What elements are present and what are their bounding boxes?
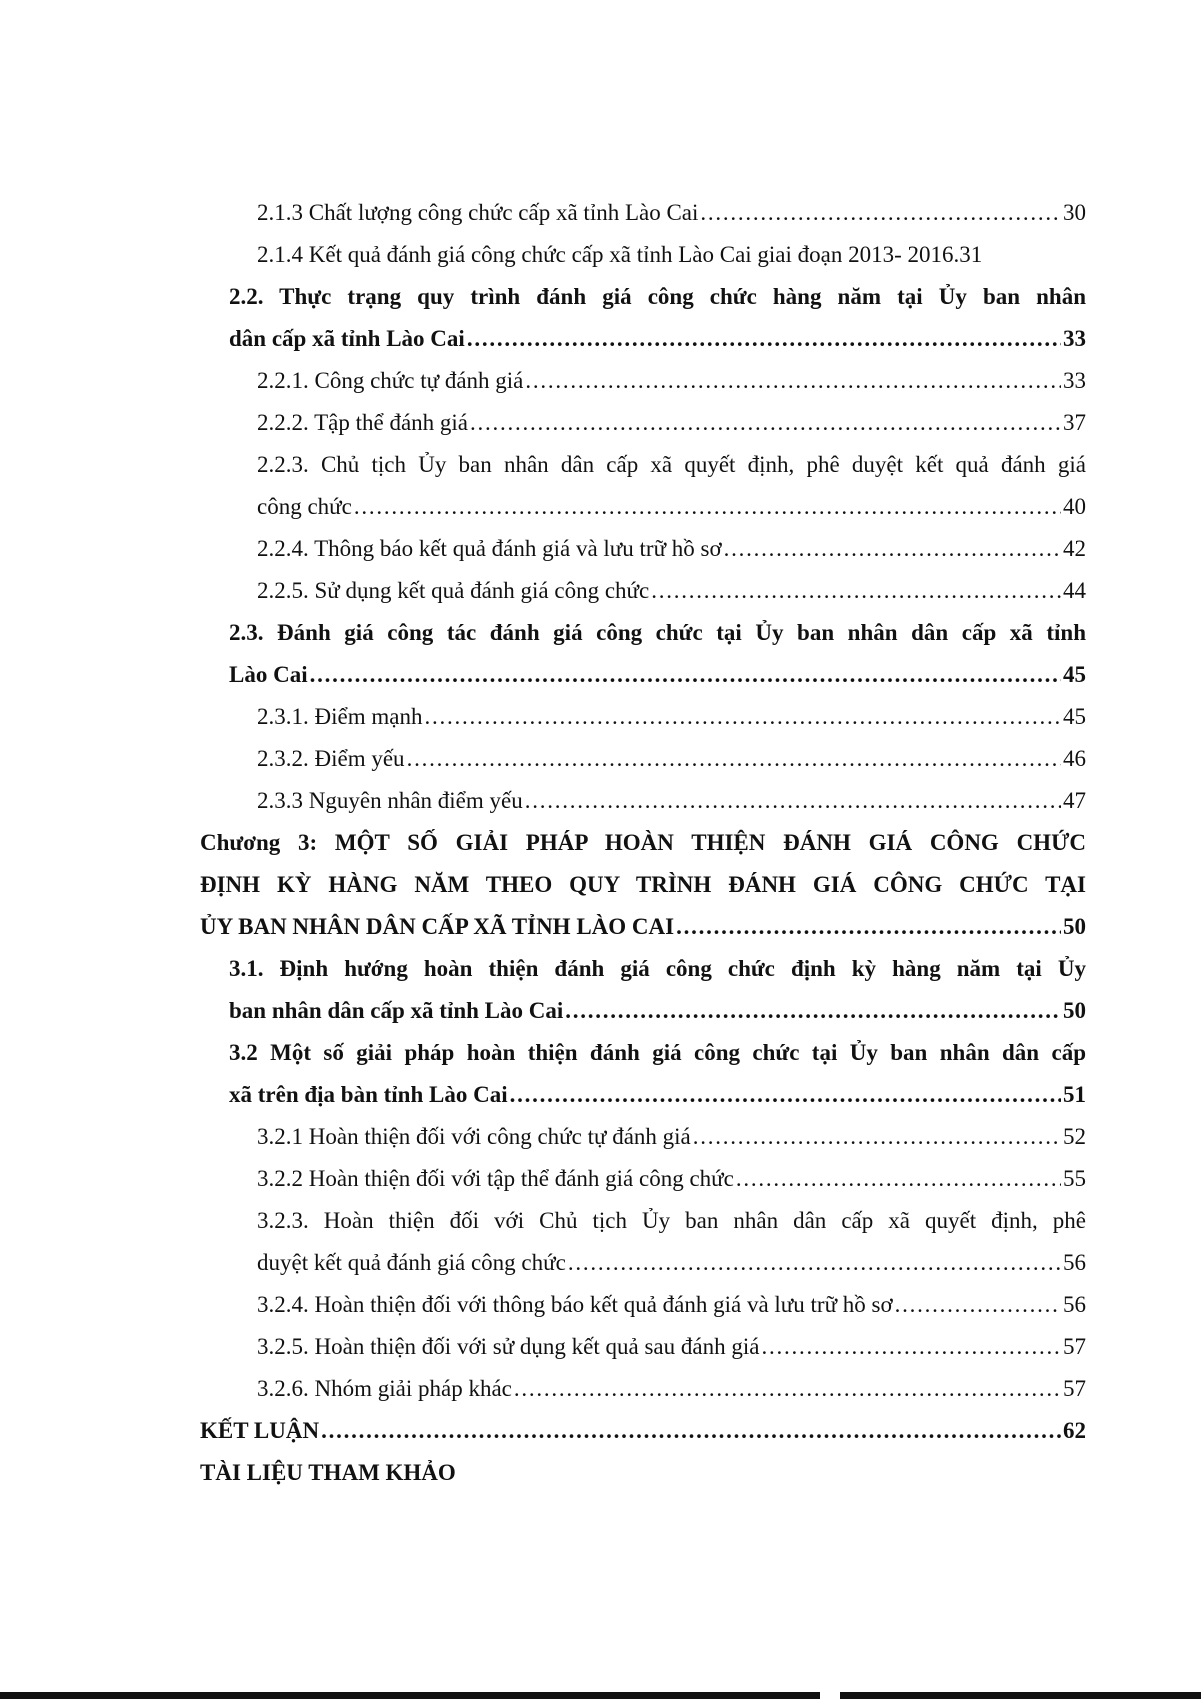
toc-page-number: 40	[1063, 494, 1086, 519]
toc-entry-line: ĐỊNH KỲ HÀNG NĂM THEO QUY TRÌNH ĐÁNH GIÁ CÔNG CHỨC TẠI	[200, 872, 1086, 897]
toc-page-number: 56	[1063, 1292, 1086, 1317]
toc-page-number: 52	[1063, 1124, 1086, 1149]
toc-page-number: 46	[1063, 746, 1086, 771]
toc-entry-title: TÀI LIỆU THAM KHẢO	[200, 1460, 456, 1485]
toc-entry-title: 2.2.4. Thông báo kết quả đánh giá và lưu trữ hồ sơ	[257, 536, 722, 561]
toc-entry-title: 2.2.1. Công chức tự đánh giá	[257, 368, 524, 393]
toc-page-number: 50	[1063, 998, 1086, 1023]
toc-entry-title: 2.1.4 Kết quả đánh giá công chức cấp xã tỉnh Lào Cai giai đoạn 2013- 2016	[257, 242, 954, 267]
toc-entry-line: 2.3. Đánh giá công tác đánh giá công chức tại Ủy ban nhân dân cấp xã tỉnh	[229, 620, 1086, 645]
toc-entry-title: 2.2.2. Tập thể đánh giá	[257, 410, 468, 435]
toc-entry[interactable]	[200, 1326, 1086, 1368]
toc-entry-title: 2.3.3 Nguyên nhân điểm yếu	[257, 788, 523, 813]
toc-page-number: 56	[1063, 1250, 1086, 1275]
toc-entry-title: duyệt kết quả đánh giá công chức	[257, 1250, 566, 1275]
toc-entry-line: Chương 3: MỘT SỐ GIẢI PHÁP HOÀN THIỆN ĐÁNH GIÁ CÔNG CHỨC	[200, 830, 1086, 855]
dot-leader	[354, 486, 1061, 528]
toc-page-number: 55	[1063, 1166, 1086, 1191]
toc-entry[interactable]	[200, 528, 1086, 570]
dot-leader	[470, 402, 1061, 444]
toc-entry-line: 3.2 Một số giải pháp hoàn thiện đánh giá công chức tại Ủy ban nhân dân cấp	[229, 1040, 1086, 1065]
toc-entry[interactable]	[200, 402, 1086, 444]
dot-leader	[651, 570, 1061, 612]
dot-leader	[321, 1410, 1061, 1452]
toc-entry[interactable]	[200, 948, 1086, 1032]
toc-page-number: 62	[1063, 1418, 1086, 1443]
dot-leader	[310, 654, 1061, 696]
toc-entry-title: 3.2.6. Nhóm giải pháp khác	[257, 1376, 512, 1401]
toc-entry[interactable]	[200, 1116, 1086, 1158]
table-of-contents	[200, 192, 1086, 1494]
toc-page-number: 57	[1063, 1376, 1086, 1401]
toc-entry[interactable]	[200, 1410, 1086, 1452]
dot-leader	[724, 528, 1061, 570]
toc-page-number: 57	[1063, 1334, 1086, 1359]
toc-entry[interactable]	[200, 1368, 1086, 1410]
dot-leader	[761, 1326, 1061, 1368]
toc-page-number: 50	[1063, 914, 1086, 939]
dot-leader	[736, 1158, 1061, 1200]
toc-entry[interactable]	[200, 276, 1086, 360]
toc-entry-line: 3.1. Định hướng hoàn thiện đánh giá công chức định kỳ hàng năm tại Ủy	[229, 956, 1086, 981]
toc-entry-title: Lào Cai	[229, 662, 308, 687]
toc-page-number: 33	[1063, 368, 1086, 393]
toc-entry[interactable]	[200, 1200, 1086, 1284]
dot-leader	[525, 360, 1061, 402]
toc-entry-title: 2.3.1. Điểm mạnh	[257, 704, 423, 729]
page-bottom-rule	[0, 1692, 1201, 1699]
toc-page-number: 45	[1063, 662, 1086, 687]
toc-page-number: 30	[1063, 200, 1086, 225]
toc-entry-title: 2.3.2. Điểm yếu	[257, 746, 405, 771]
dot-leader	[424, 696, 1061, 738]
toc-entry[interactable]	[200, 360, 1086, 402]
toc-entry-line: 2.2.3. Chủ tịch Ủy ban nhân dân cấp xã quyết định, phê duyệt kết quả đánh giá	[257, 452, 1086, 477]
toc-entry[interactable]	[200, 570, 1086, 612]
toc-page-number: 47	[1063, 788, 1086, 813]
dot-leader	[895, 1284, 1061, 1326]
toc-entry-title: dân cấp xã tỉnh Lào Cai	[229, 326, 465, 351]
toc-entry-title: 3.2.1 Hoàn thiện đối với công chức tự đánh giá	[257, 1124, 691, 1149]
toc-entry[interactable]	[200, 1158, 1086, 1200]
dot-leader	[510, 1074, 1061, 1116]
dot-leader	[700, 192, 1061, 234]
toc-entry[interactable]	[200, 234, 1086, 276]
toc-entry-title: 2.2.5. Sử dụng kết quả đánh giá công chức	[257, 578, 650, 603]
toc-entry[interactable]	[200, 192, 1086, 234]
dot-leader	[525, 780, 1061, 822]
toc-page-number: .31	[953, 242, 983, 267]
toc-page-number: 45	[1063, 704, 1086, 729]
dot-leader	[514, 1368, 1061, 1410]
toc-entry[interactable]	[200, 1452, 1086, 1494]
toc-entry-title: 3.2.2 Hoàn thiện đối với tập thể đánh giá công chức	[257, 1166, 734, 1191]
toc-entry-title: 2.1.3 Chất lượng công chức cấp xã tỉnh Lào Cai	[257, 200, 699, 225]
toc-entry[interactable]	[200, 738, 1086, 780]
dot-leader	[565, 990, 1061, 1032]
toc-entry[interactable]	[200, 444, 1086, 528]
toc-entry[interactable]	[200, 696, 1086, 738]
toc-entry[interactable]	[200, 1032, 1086, 1116]
dot-leader	[568, 1242, 1061, 1284]
toc-page-number: 33	[1063, 326, 1086, 351]
toc-entry-title: ỦY BAN NHÂN DÂN CẤP XÃ TỈNH LÀO CAI	[200, 914, 675, 939]
dot-leader	[676, 906, 1061, 948]
toc-entry-title: công chức	[257, 494, 352, 519]
toc-entry[interactable]	[200, 612, 1086, 696]
toc-page-number: 37	[1063, 410, 1086, 435]
dot-leader	[693, 1116, 1061, 1158]
dot-leader	[467, 318, 1061, 360]
toc-entry-title: ban nhân dân cấp xã tỉnh Lào Cai	[229, 998, 564, 1023]
toc-entry[interactable]	[200, 1284, 1086, 1326]
toc-page-number: 44	[1063, 578, 1086, 603]
toc-page-number: 51	[1063, 1082, 1086, 1107]
toc-entry-title: 3.2.4. Hoàn thiện đối với thông báo kết quả đánh giá và lưu trữ hồ sơ	[257, 1292, 893, 1317]
toc-entry-line: 2.2. Thực trạng quy trình đánh giá công chức hàng năm tại Ủy ban nhân	[229, 284, 1086, 309]
toc-entry-line: 3.2.3. Hoàn thiện đối với Chủ tịch Ủy ban nhân dân cấp xã quyết định, phê	[257, 1208, 1086, 1233]
toc-entry-title: 3.2.5. Hoàn thiện đối với sử dụng kết quả sau đánh giá	[257, 1334, 760, 1359]
toc-entry[interactable]	[200, 822, 1086, 948]
toc-page-number: 42	[1063, 536, 1086, 561]
toc-entry-title: xã trên địa bàn tỉnh Lào Cai	[229, 1082, 508, 1107]
dot-leader	[407, 738, 1061, 780]
toc-entry-title: KẾT LUẬN	[200, 1418, 320, 1443]
toc-entry[interactable]	[200, 780, 1086, 822]
